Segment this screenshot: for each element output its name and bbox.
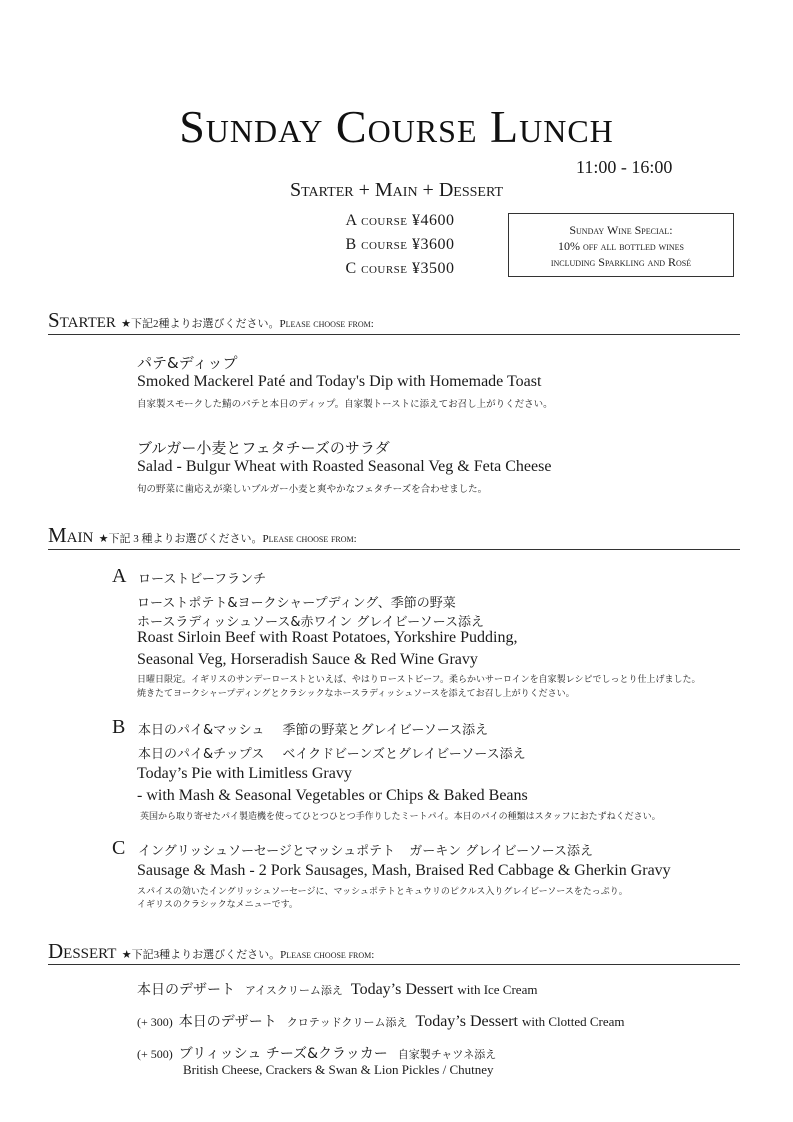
main-heading bbox=[48, 523, 357, 548]
dessert-item-2 bbox=[137, 1011, 625, 1031]
dessert-item-3 bbox=[137, 1043, 496, 1063]
dessert-item-1-jp-sub: アイスクリーム添え bbox=[245, 984, 343, 997]
main-c-desc2: イギリスのクラシックなメニューです。 bbox=[137, 900, 298, 910]
main-c-en-line: Sausage & Mash - 2 Pork Sausages, Mash, Braised Red Cabbage & Gherkin Gravy bbox=[137, 862, 671, 879]
dessert-item-2-en-sub: with Clotted Cream bbox=[521, 1014, 625, 1029]
starter-item-2-jp: ブルガー小麦とフェタチーズのサラダ bbox=[137, 439, 390, 457]
dessert-item-2-en: Today’s Dessert bbox=[415, 1013, 518, 1030]
main-title: Main bbox=[48, 523, 94, 547]
starter-note: ★下記2種よりお選びください。Please choose from: bbox=[121, 318, 374, 330]
main-a-letter: A bbox=[112, 565, 127, 587]
main-b-jp-line2b: ベイクドビーンズとグレイビーソース添え bbox=[282, 747, 526, 762]
course-c-price: C course ¥3500 bbox=[345, 260, 455, 277]
dessert-note: ★下記3種よりお選びください。Please choose from: bbox=[121, 949, 375, 961]
main-a-jp-line1: ローストポテト&ヨークシャープディング、季節の野菜 bbox=[137, 596, 456, 611]
dessert-heading bbox=[48, 939, 374, 964]
dessert-divider bbox=[48, 964, 740, 965]
starter-item-2-en: Salad - Bulgur Wheat with Roasted Seasonal Veg & Feta Cheese bbox=[137, 458, 552, 475]
main-b-jp-line2a: 本日のパイ&チップス bbox=[138, 747, 265, 762]
dessert-item-1-en: Today’s Dessert bbox=[350, 981, 454, 998]
main-a-en-line1: Roast Sirloin Beef with Roast Potatoes, Yorkshire Pudding, bbox=[137, 629, 518, 646]
dessert-item-2-price: (+ 300) bbox=[137, 1015, 173, 1029]
main-a-en-line2: Seasonal Veg, Horseradish Sauce & Red Wine Gravy bbox=[137, 651, 478, 668]
dessert-item-2-jp: 本日のデザート bbox=[178, 1014, 277, 1030]
main-a-jp-line2: ホースラディッシュソース&赤ワイン グレイビーソース添え bbox=[137, 615, 484, 630]
wine-special-box bbox=[508, 213, 734, 277]
dessert-title: Dessert bbox=[48, 939, 117, 963]
main-c-jp-name-b: ガーキン グレイビーソース添え bbox=[409, 844, 593, 859]
main-a-desc1: 日曜日限定。イギリスのサンデーローストといえば、やはりローストビーフ。柔らかいサーロインを自家製レシピでしっとり仕上げました。 bbox=[137, 675, 701, 685]
dessert-item-3-jp: ブリィッシュ チーズ&クラッカー bbox=[178, 1046, 388, 1062]
starter-title: Starter bbox=[48, 308, 116, 332]
wine-special-line1: 10% off all bottled wines bbox=[558, 239, 684, 253]
dessert-item-1 bbox=[137, 979, 537, 999]
dessert-item-2-jp-sub: クロテッドクリーム添え bbox=[286, 1016, 408, 1029]
course-a-price: A course ¥4600 bbox=[345, 212, 455, 229]
main-b-letter: B bbox=[112, 716, 126, 738]
starter-item-1-desc: 自家製スモークした鯖のパテと本日のディップ。自家製トーストに添えてお召し上がりください。 bbox=[137, 399, 553, 410]
starter-divider bbox=[48, 334, 740, 335]
starter-item-1-jp: パテ&ディップ bbox=[137, 354, 238, 372]
opening-hours: 11:00 - 16:00 bbox=[576, 157, 673, 177]
dessert-item-3-jp-sub: 自家製チャツネ添え bbox=[397, 1048, 497, 1061]
wine-special-line2: including Sparkling and Rosé bbox=[550, 255, 692, 269]
starter-item-1-en: Smoked Mackerel Paté and Today's Dip with Homemade Toast bbox=[137, 373, 542, 390]
main-b-jp-line1 bbox=[138, 719, 488, 738]
starter-heading bbox=[48, 308, 374, 333]
main-a-jp-name: ローストビーフランチ bbox=[138, 572, 267, 587]
dessert-item-1-en-sub: with Ice Cream bbox=[457, 982, 538, 997]
main-note: ★下記 3 種よりお選びください。Please choose from: bbox=[98, 533, 357, 545]
main-c-desc1: スパイスの効いたイングリッシュソーセージに、マッシュポテトとキュウリのピクルス入りグレイビーソースをたっぷり。 bbox=[137, 887, 628, 897]
course-subtitle: Starter + Main + Dessert bbox=[290, 179, 503, 201]
main-b-jp-line2 bbox=[138, 743, 526, 762]
main-b-jp-line1a: 本日のパイ&マッシュ bbox=[138, 723, 265, 738]
wine-special-title: Sunday Wine Special: bbox=[569, 223, 673, 237]
dessert-item-1-jp: 本日のデザート bbox=[137, 982, 235, 998]
main-b-en-line2: - with Mash & Seasonal Vegetables or Chips & Baked Beans bbox=[137, 787, 528, 804]
main-b-en-line1: Today’s Pie with Limitless Gravy bbox=[137, 765, 352, 782]
main-divider bbox=[48, 549, 740, 550]
page-title: Sunday Course Lunch bbox=[179, 101, 614, 152]
dessert-item-3-price: (+ 500) bbox=[137, 1047, 173, 1061]
main-c-jp-name-a: イングリッシュソーセージとマッシュポテト bbox=[138, 844, 396, 859]
main-a-desc2: 焼きたてヨークシャープディングとクラシックなホースラディッシュソースを添えてお召し上がりください。 bbox=[137, 689, 575, 699]
main-b-desc: 英国から取り寄せたパイ製造機を使ってひとつひとつ手作りしたミートパイ。本日のパイの種類はスタッフにおたずねください。 bbox=[140, 812, 661, 822]
main-b-jp-line1b: 季節の野菜とグレイビーソース添え bbox=[282, 723, 489, 738]
course-b-price: B course ¥3600 bbox=[345, 236, 455, 253]
dessert-item-3-en: British Cheese, Crackers & Swan & Lion Pickles / Chutney bbox=[183, 1062, 494, 1077]
main-c-letter: C bbox=[112, 837, 126, 859]
main-c-jp-name bbox=[138, 840, 593, 859]
starter-item-2-desc: 旬の野菜に歯応えが楽しいブルガー小麦と爽やかなフェタチーズを合わせました。 bbox=[137, 484, 488, 495]
